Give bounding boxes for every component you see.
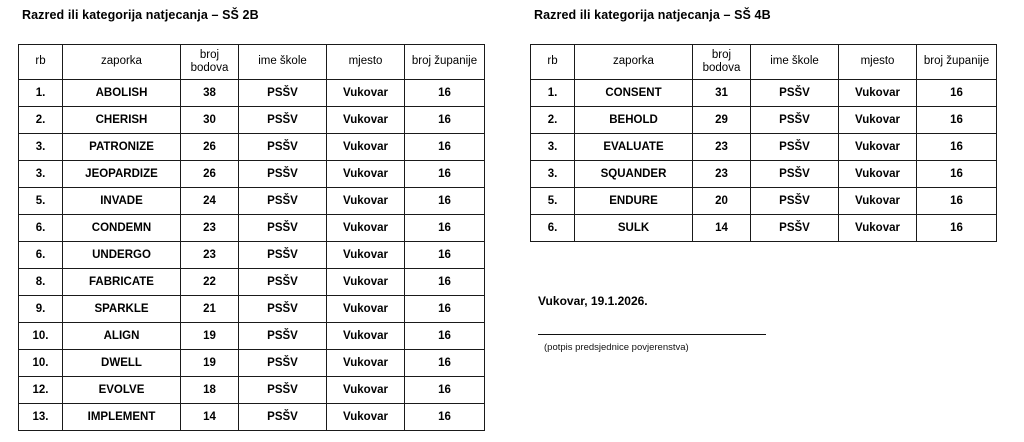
right-column [530, 0, 1010, 353]
cell-skola: PSŠV [751, 80, 839, 107]
cell-mjesto: Vukovar [839, 188, 917, 215]
cell-mjesto: Vukovar [327, 161, 405, 188]
table-row [19, 161, 485, 188]
place-and-date: Vukovar, 19.1.2026. [538, 294, 648, 308]
cell-rb: 5. [19, 188, 63, 215]
cell-mjesto: Vukovar [839, 107, 917, 134]
cell-zupanija: 16 [405, 404, 485, 431]
cell-skola: PSŠV [239, 269, 327, 296]
cell-rb: 3. [19, 161, 63, 188]
cell-zupanija: 16 [405, 215, 485, 242]
col-header-bodovi [181, 45, 239, 80]
cell-rb: 1. [19, 80, 63, 107]
col-header-mjesto: mjesto [839, 45, 917, 80]
cell-skola: PSŠV [239, 107, 327, 134]
cell-skola: PSŠV [239, 188, 327, 215]
cell-rb: 10. [19, 323, 63, 350]
left-column [18, 0, 498, 431]
cell-zaporka: FABRICATE [63, 269, 181, 296]
cell-mjesto: Vukovar [327, 215, 405, 242]
cell-zupanija: 16 [405, 134, 485, 161]
table-row [19, 80, 485, 107]
col-header-zaporka: zaporka [575, 45, 693, 80]
table-row [531, 134, 997, 161]
cell-zupanija: 16 [917, 107, 997, 134]
cell-mjesto: Vukovar [327, 242, 405, 269]
table-row [19, 188, 485, 215]
cell-zupanija: 16 [405, 296, 485, 323]
cell-skola: PSŠV [239, 134, 327, 161]
cell-skola: PSŠV [239, 161, 327, 188]
cell-zupanija: 16 [405, 377, 485, 404]
table-row [19, 134, 485, 161]
cell-zupanija: 16 [917, 80, 997, 107]
cell-zaporka: UNDERGO [63, 242, 181, 269]
cell-mjesto: Vukovar [327, 80, 405, 107]
cell-mjesto: Vukovar [839, 134, 917, 161]
cell-zupanija: 16 [405, 323, 485, 350]
cell-skola: PSŠV [239, 296, 327, 323]
table-row [19, 323, 485, 350]
cell-skola: PSŠV [239, 323, 327, 350]
col-header-mjesto: mjesto [327, 45, 405, 80]
cell-zaporka: CONSENT [575, 80, 693, 107]
header-row [531, 45, 997, 80]
col-header-rb: rb [19, 45, 63, 80]
cell-zaporka: SQUANDER [575, 161, 693, 188]
cell-skola: PSŠV [239, 242, 327, 269]
cell-zupanija: 16 [917, 215, 997, 242]
cell-mjesto: Vukovar [327, 296, 405, 323]
cell-rb: 6. [19, 242, 63, 269]
cell-bodovi: 19 [181, 350, 239, 377]
table-body [19, 80, 485, 431]
cell-bodovi: 14 [181, 404, 239, 431]
cell-rb: 1. [531, 80, 575, 107]
cell-rb: 9. [19, 296, 63, 323]
cell-skola: PSŠV [751, 107, 839, 134]
cell-mjesto: Vukovar [327, 269, 405, 296]
signature-caption: (potpis predsjednice povjerenstva) [544, 342, 689, 353]
cell-zaporka: EVOLVE [63, 377, 181, 404]
right-section-title: Razred ili kategorija natjecanja – SŠ 4B [534, 8, 771, 22]
cell-bodovi: 26 [181, 134, 239, 161]
cell-skola: PSŠV [239, 350, 327, 377]
table-row [531, 107, 997, 134]
col-header-skola: ime škole [239, 45, 327, 80]
cell-rb: 2. [19, 107, 63, 134]
cell-zaporka: CONDEMN [63, 215, 181, 242]
cell-zaporka: JEOPARDIZE [63, 161, 181, 188]
cell-zupanija: 16 [405, 350, 485, 377]
cell-bodovi: 26 [181, 161, 239, 188]
cell-skola: PSŠV [751, 161, 839, 188]
cell-bodovi: 19 [181, 323, 239, 350]
col-header-skola: ime škole [751, 45, 839, 80]
cell-zupanija: 16 [405, 269, 485, 296]
cell-skola: PSŠV [239, 215, 327, 242]
signature-line [538, 334, 766, 335]
col-header-bodovi-line2: bodova [702, 62, 741, 74]
cell-rb: 3. [531, 161, 575, 188]
cell-zupanija: 16 [917, 188, 997, 215]
table-row [19, 269, 485, 296]
cell-bodovi: 30 [181, 107, 239, 134]
cell-rb: 6. [19, 215, 63, 242]
cell-zupanija: 16 [405, 242, 485, 269]
cell-rb: 2. [531, 107, 575, 134]
cell-zaporka: SPARKLE [63, 296, 181, 323]
cell-zaporka: CHERISH [63, 107, 181, 134]
table-row [19, 242, 485, 269]
cell-bodovi: 23 [693, 134, 751, 161]
cell-bodovi: 14 [693, 215, 751, 242]
table-row [19, 215, 485, 242]
cell-zupanija: 16 [917, 161, 997, 188]
col-header-zupanija: broj županije [405, 45, 485, 80]
results-table-ss2b [18, 44, 485, 431]
cell-skola: PSŠV [239, 80, 327, 107]
cell-bodovi: 23 [181, 215, 239, 242]
col-header-bodovi-line2: bodova [190, 62, 229, 74]
cell-mjesto: Vukovar [327, 404, 405, 431]
left-section-title: Razred ili kategorija natjecanja – SŠ 2B [22, 8, 259, 22]
cell-zaporka: BEHOLD [575, 107, 693, 134]
cell-mjesto: Vukovar [839, 215, 917, 242]
cell-rb: 3. [19, 134, 63, 161]
col-header-rb: rb [531, 45, 575, 80]
cell-bodovi: 23 [693, 161, 751, 188]
cell-rb: 10. [19, 350, 63, 377]
cell-bodovi: 23 [181, 242, 239, 269]
table-row [19, 377, 485, 404]
cell-zaporka: ABOLISH [63, 80, 181, 107]
table-row [19, 350, 485, 377]
table-header [531, 45, 997, 80]
cell-skola: PSŠV [239, 377, 327, 404]
cell-mjesto: Vukovar [327, 188, 405, 215]
table-row [531, 188, 997, 215]
cell-rb: 8. [19, 269, 63, 296]
cell-zupanija: 16 [405, 188, 485, 215]
table-body [531, 80, 997, 242]
cell-zaporka: INVADE [63, 188, 181, 215]
cell-zupanija: 16 [405, 161, 485, 188]
cell-bodovi: 24 [181, 188, 239, 215]
cell-bodovi: 22 [181, 269, 239, 296]
cell-skola: PSŠV [239, 404, 327, 431]
cell-skola: PSŠV [751, 215, 839, 242]
cell-bodovi: 20 [693, 188, 751, 215]
cell-rb: 12. [19, 377, 63, 404]
cell-bodovi: 29 [693, 107, 751, 134]
cell-zaporka: EVALUATE [575, 134, 693, 161]
cell-zaporka: SULK [575, 215, 693, 242]
col-header-bodovi-line1: broj [199, 48, 220, 61]
cell-mjesto: Vukovar [327, 377, 405, 404]
cell-rb: 5. [531, 188, 575, 215]
cell-mjesto: Vukovar [327, 350, 405, 377]
cell-mjesto: Vukovar [327, 107, 405, 134]
cell-zupanija: 16 [405, 80, 485, 107]
table-row [531, 215, 997, 242]
table-row [19, 107, 485, 134]
cell-bodovi: 18 [181, 377, 239, 404]
cell-bodovi: 31 [693, 80, 751, 107]
col-header-bodovi-line1: broj [711, 48, 732, 61]
cell-zaporka: IMPLEMENT [63, 404, 181, 431]
cell-zaporka: PATRONIZE [63, 134, 181, 161]
cell-zupanija: 16 [405, 107, 485, 134]
cell-zaporka: ALIGN [63, 323, 181, 350]
col-header-bodovi [693, 45, 751, 80]
cell-bodovi: 38 [181, 80, 239, 107]
table-row [19, 404, 485, 431]
cell-mjesto: Vukovar [327, 323, 405, 350]
table-header [19, 45, 485, 80]
results-table-ss4b [530, 44, 997, 242]
table-row [19, 296, 485, 323]
cell-rb: 6. [531, 215, 575, 242]
cell-mjesto: Vukovar [839, 80, 917, 107]
cell-mjesto: Vukovar [839, 161, 917, 188]
header-row [19, 45, 485, 80]
cell-zupanija: 16 [917, 134, 997, 161]
table-row [531, 80, 997, 107]
cell-skola: PSŠV [751, 188, 839, 215]
col-header-zaporka: zaporka [63, 45, 181, 80]
cell-zaporka: ENDURE [575, 188, 693, 215]
table-row [531, 161, 997, 188]
cell-rb: 13. [19, 404, 63, 431]
cell-mjesto: Vukovar [327, 134, 405, 161]
col-header-zupanija: broj županije [917, 45, 997, 80]
cell-rb: 3. [531, 134, 575, 161]
cell-zaporka: DWELL [63, 350, 181, 377]
cell-bodovi: 21 [181, 296, 239, 323]
cell-skola: PSŠV [751, 134, 839, 161]
